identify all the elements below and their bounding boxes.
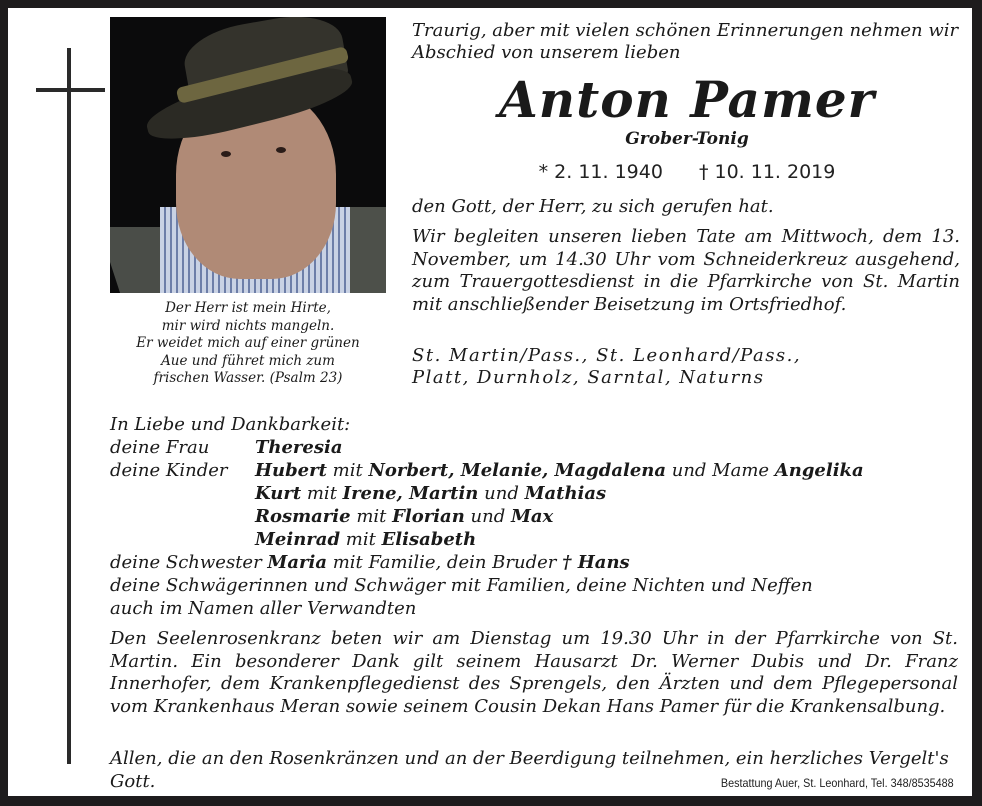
places-line: Platt, Durnholz, Sarntal, Naturns	[412, 367, 765, 388]
child-partners: Florian	[392, 506, 465, 527]
child-row	[110, 482, 970, 505]
life-dates	[412, 159, 962, 185]
child-name: Meinrad	[255, 529, 341, 550]
sister-label: deine Schwester	[110, 552, 268, 573]
child-partners: Norbert, Melanie, Magdalena	[368, 460, 667, 481]
connector: mit	[350, 506, 393, 527]
child-last: Angelika	[774, 460, 864, 481]
child-name: Kurt	[255, 483, 302, 504]
psalm-line: Er weidet mich auf einer grünen	[136, 335, 360, 351]
siblings-row	[110, 551, 970, 574]
intro-text: Traurig, aber mit vielen schönen Erinnerungen nehmen wir Abschied von unserem lieben	[412, 20, 959, 63]
psalm-line: Der Herr ist mein Hirte,	[165, 300, 331, 316]
connector: und	[464, 506, 511, 527]
child-last: Mathias	[524, 483, 607, 504]
brother-label: mit Familie, dein Bruder	[327, 552, 563, 573]
child-row	[110, 459, 970, 482]
eye-icon	[221, 151, 231, 157]
death-date: † 10. 11. 2019	[698, 161, 836, 183]
inlaws-row: deine Schwägerinnen und Schwäger mit Familien, deine Nichten und Neffen	[110, 575, 813, 596]
family-section	[110, 413, 970, 620]
called-text: den Gott, der Herr, zu sich gerufen hat.	[412, 196, 774, 217]
connector: und Mame	[666, 460, 775, 481]
child-row	[110, 528, 970, 551]
child-row	[110, 505, 970, 528]
child-last: Max	[510, 506, 554, 527]
connector: mit	[340, 529, 382, 550]
child-name: Rosmarie	[255, 506, 351, 527]
child-name: Hubert	[255, 460, 327, 481]
undertaker-credit: Bestattung Auer, St. Leonhard, Tel. 348/8535488	[721, 776, 954, 790]
child-partners: Irene, Martin	[342, 483, 479, 504]
children-label: deine Kinder	[110, 460, 228, 481]
psalm-line: frischen Wasser. (Psalm 23)	[153, 370, 343, 386]
connector: und	[478, 483, 525, 504]
connector: mit	[326, 460, 369, 481]
cross-icon-vertical	[67, 48, 71, 764]
closing-text: Allen, die an den Rosenkränzen und an der Beerdigung teilnehmen, ein herzliches Vergelt's Gott.	[110, 748, 949, 792]
sister-name: Maria	[267, 552, 327, 573]
thanks-paragraph: Den Seelenrosenkranz beten wir am Dienstag um 19.30 Uhr in der Pfarrkirche von St. Martin. Ein besonderer Dank gilt seinem Hausarzt Dr. Werner Dubis und Dr. Franz Innerhofer, dem Krankenpflegedienst des Sprengels, den Ärzten und dem Pflegepersonal vom Krankenhaus Meran sowie seinem Cousin Dekan Hans Pamer für die Krankensalbung.	[110, 628, 958, 717]
portrait-photo	[110, 17, 386, 293]
eye-icon	[276, 147, 286, 153]
psalm-line: Aue und führet mich zum	[161, 352, 335, 369]
wife-name: Theresia	[255, 437, 343, 458]
deceased-nickname: Grober-Tonig	[625, 129, 749, 149]
psalm-line: mir wird nichts mangeln.	[161, 317, 335, 334]
funeral-service-text: Wir begleiten unseren lieben Tate am Mittwoch, dem 13. November, um 14.30 Uhr vom Schneiderkreuz ausgehend, zum Trauergottesdienst in die Pfarrkirche von St. Martin mit anschließender Beisetzung im Ortsfriedhof.	[412, 226, 960, 315]
connector: mit	[301, 483, 343, 504]
psalm-quote	[110, 300, 386, 388]
birth-date: * 2. 11. 1940	[538, 161, 663, 183]
brother-name: † Hans	[562, 552, 630, 573]
family-heading: In Liebe und Dankbarkeit:	[110, 414, 351, 435]
wife-label: deine Frau	[110, 437, 210, 458]
deceased-name: Anton Pamer	[498, 70, 876, 129]
wife-row	[110, 436, 970, 459]
places-list	[412, 345, 962, 389]
child-partners: Elisabeth	[381, 529, 477, 550]
places-line: St. Martin/Pass., St. Leonhard/Pass.,	[412, 345, 802, 366]
relatives-row: auch im Namen aller Verwandten	[110, 598, 417, 619]
cross-icon-horizontal	[36, 88, 105, 92]
